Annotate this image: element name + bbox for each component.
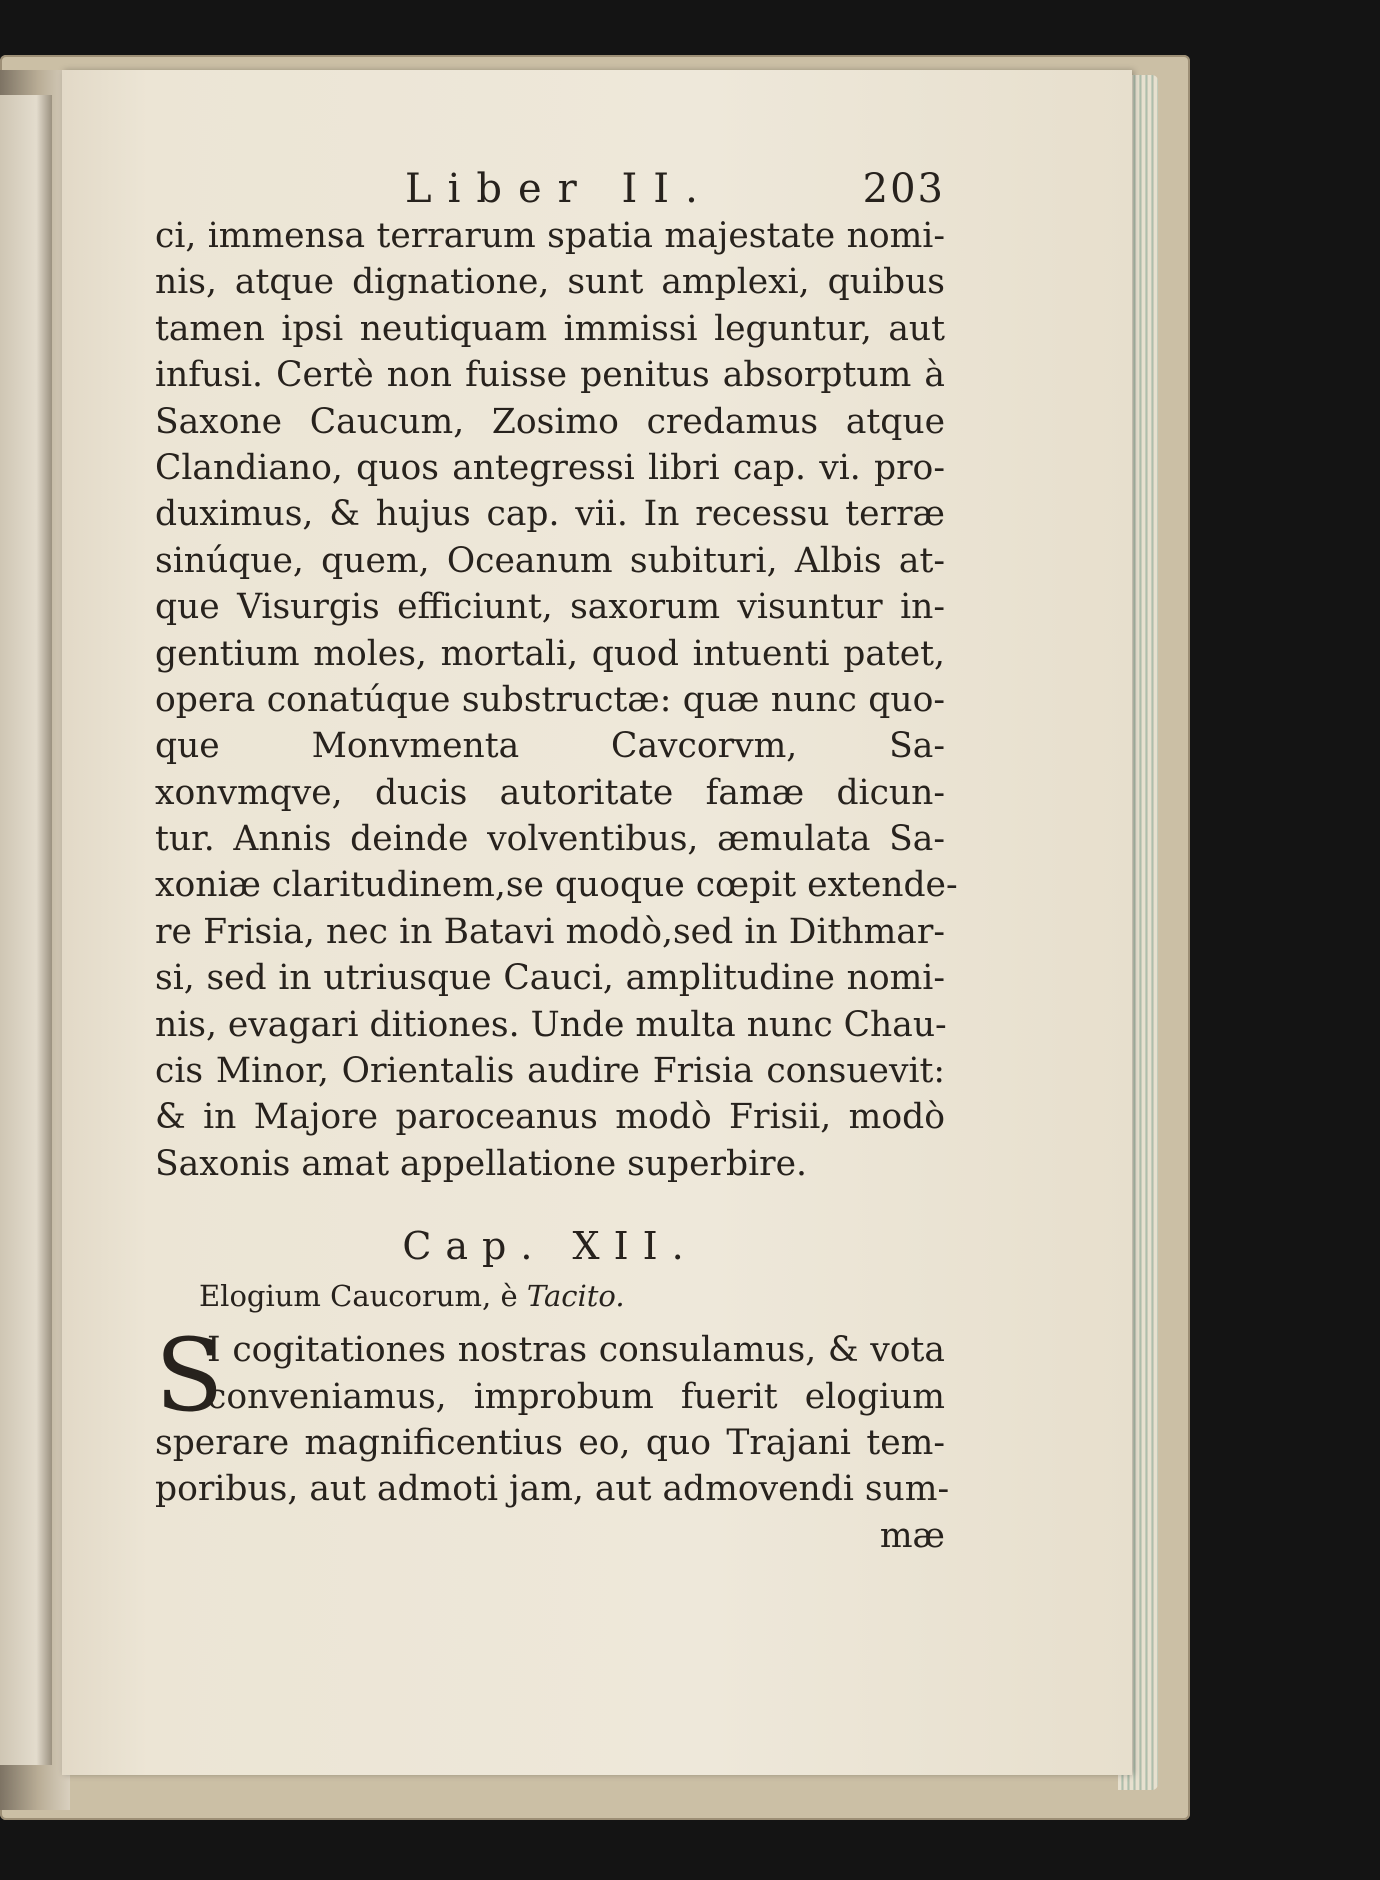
chapter-heading: Cap. XII. <box>402 1224 698 1269</box>
text-line: sperare magnificentius eo, quo Trajani tem- <box>155 1422 945 1463</box>
catchword: mæ <box>879 1515 945 1556</box>
text-line: re Frisia, nec in Batavi modò,sed in Dithmar- <box>155 911 945 952</box>
chapter-paragraph <box>155 1317 950 1559</box>
page-number: 203 <box>862 166 945 212</box>
chapter-subtitle-source: Tacito. <box>526 1279 625 1314</box>
text-line: nis, evagari ditiones. Unde multa nunc Chau- <box>155 1004 947 1045</box>
text-line: que Monvmenta Cavcorvm, Sa- <box>155 726 945 767</box>
text-line: Saxone Caucum, Zosimo credamus atque <box>155 401 945 442</box>
text-line: Saxonis amat appellatione superbire. <box>155 1143 808 1184</box>
text-line: si, sed in utriusque Cauci, amplitudine nomi- <box>155 958 945 999</box>
text-line: xonvmqve, ducis autoritate famæ dicun- <box>155 772 945 813</box>
page-text <box>155 165 958 1559</box>
text-line: tamen ipsi neutiquam immissi leguntur, aut <box>155 308 945 349</box>
chapter-subtitle-text: Elogium Caucorum, è <box>199 1279 518 1314</box>
text-line: cis Minor, Orientalis audire Frisia consuevit: <box>155 1051 945 1092</box>
text-line: & in Majore paroceanus modò Frisii, modò <box>155 1097 945 1138</box>
text-line: gentium moles, mortali, quod intuenti patet, <box>155 633 945 674</box>
text-line: I cogitationes nostras consulamus, & vota <box>207 1330 945 1371</box>
text-line: Clandiano, quos antegressi libri cap. vi. pro- <box>155 447 945 488</box>
text-line: tur. Annis deinde volventibus, æmulata Sa- <box>155 819 945 860</box>
text-line: infusi. Certè non fuisse penitus absorptum à <box>155 355 945 396</box>
body-paragraph <box>155 213 958 1187</box>
text-line: poribus, aut admoti jam, aut admovendi sum- <box>155 1469 950 1510</box>
text-line: ci, immensa terrarum spatia majestate nomi- <box>155 216 945 256</box>
running-title: Liber II. <box>405 166 714 212</box>
facing-page-edge <box>0 95 52 1765</box>
text-line: conveniamus, improbum fuerit elogium <box>207 1376 945 1417</box>
drop-cap: S <box>155 1317 224 1435</box>
text-line: duximus, & hujus cap. vii. In recessu terræ <box>155 494 945 535</box>
chapter-subtitle <box>155 1275 945 1317</box>
text-line: sinúque, quem, Oceanum subituri, Albis at- <box>155 540 945 581</box>
text-line: que Visurgis efficiunt, saxorum visuntur in- <box>155 587 945 628</box>
text-line: opera conatúque substructæ: quæ nunc quo- <box>155 679 945 720</box>
running-head <box>155 165 945 213</box>
text-line: nis, atque dignatione, sunt amplexi, quibus <box>155 262 945 303</box>
text-line: xoniæ claritudinem,se quoque cœpit extende- <box>155 865 958 906</box>
